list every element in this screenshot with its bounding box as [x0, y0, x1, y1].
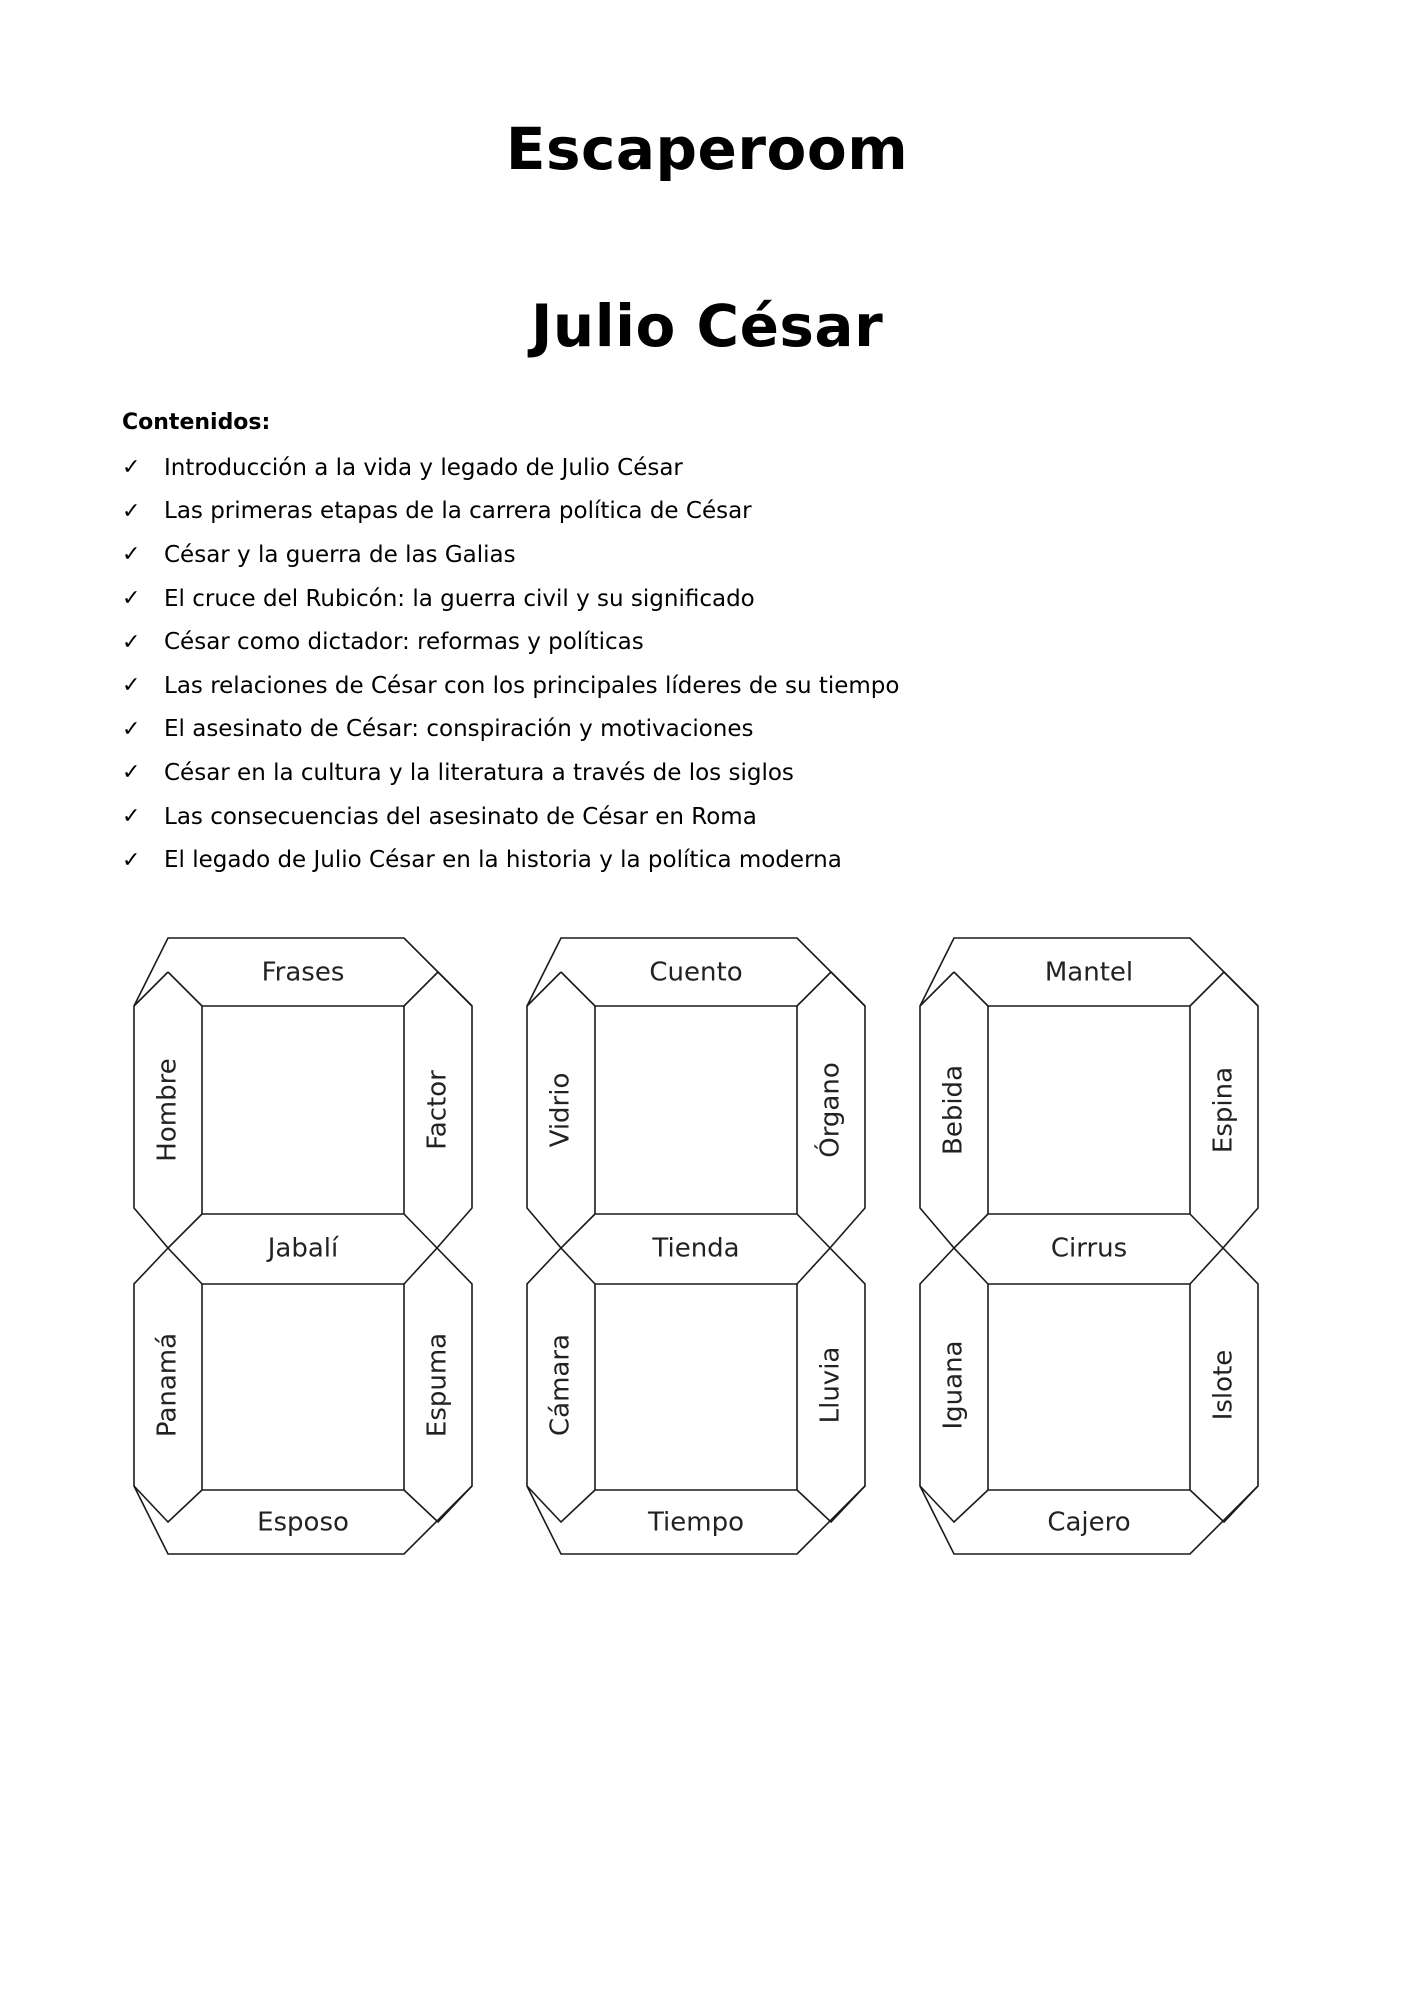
inner-square-upper [595, 1006, 797, 1214]
panel-edge [954, 1214, 988, 1284]
contents-item-text: El cruce del Rubicón: la guerra civil y su significado [164, 585, 755, 612]
panel-edge [561, 1214, 595, 1284]
check-icon: ✓ [122, 716, 141, 742]
contents-item-text: Introducción a la vida y legado de Julio César [164, 454, 683, 481]
panel-edge [438, 972, 472, 1006]
label-bottom: Esposo [257, 1507, 349, 1538]
label-upper-left: Hombre [152, 1058, 183, 1162]
check-icon: ✓ [122, 847, 141, 873]
check-icon: ✓ [122, 760, 141, 786]
inner-square-lower [988, 1284, 1190, 1490]
panel-edge [920, 1486, 988, 1522]
panel-edge [168, 972, 202, 1006]
panel-edge [404, 1214, 437, 1284]
panel-edge [168, 1214, 202, 1284]
contents-item-text: Las relaciones de César con los principales líderes de su tiempo [164, 672, 900, 699]
label-upper-left: Bebida [938, 1065, 969, 1155]
panel-edge [134, 972, 168, 1006]
panel-edge [1190, 972, 1224, 1006]
contents-item-text: Las primeras etapas de la carrera política de César [164, 498, 752, 525]
inner-square-lower [595, 1284, 797, 1490]
label-middle: Tienda [652, 1233, 740, 1264]
label-top: Mantel [1044, 957, 1134, 988]
check-icon: ✓ [122, 586, 141, 612]
puzzle-net [920, 938, 1258, 1554]
panel-edge [404, 1486, 472, 1522]
panel-edge [561, 972, 595, 1006]
panel-edge [1190, 1486, 1258, 1522]
inner-square-upper [202, 1006, 404, 1214]
label-middle: Cirrus [1050, 1233, 1128, 1264]
label-upper-right: Factor [422, 1070, 453, 1150]
check-icon: ✓ [122, 498, 141, 524]
panel-edge [797, 972, 831, 1006]
check-icon: ✓ [122, 629, 141, 655]
inner-square-lower [202, 1284, 404, 1490]
panel-edge [527, 972, 561, 1006]
label-top: Frases [261, 957, 345, 988]
panel-edge [831, 972, 865, 1006]
check-icon: ✓ [122, 542, 141, 568]
inner-square-upper [988, 1006, 1190, 1214]
label-lower-left: Panamá [152, 1332, 183, 1438]
label-middle: Jabalí [267, 1233, 339, 1264]
document-title: Escaperoom [505, 115, 909, 183]
panel-edge [797, 1486, 865, 1522]
puzzle-net [134, 938, 472, 1554]
check-icon: ✓ [122, 455, 141, 481]
panel-edge [527, 1486, 595, 1522]
label-lower-left: Cámara [545, 1334, 576, 1436]
puzzle-net [527, 938, 865, 1554]
label-upper-right: Órgano [815, 1062, 846, 1158]
label-lower-right: Islote [1208, 1349, 1239, 1421]
contents-heading: Contenidos: [122, 410, 271, 435]
check-icon: ✓ [122, 673, 141, 699]
label-bottom: Cajero [1047, 1507, 1131, 1538]
panel-edge [404, 972, 438, 1006]
label-lower-right: Lluvia [815, 1346, 846, 1424]
panel-edge [797, 1214, 830, 1284]
contents-item-text: César en la cultura y la literatura a través de los siglos [164, 759, 794, 786]
contents-item-text: César como dictador: reformas y políticas [164, 629, 644, 656]
contents-item-text: El asesinato de César: conspiración y motivaciones [164, 716, 754, 743]
panel-edge [134, 1486, 202, 1522]
label-upper-left: Vidrio [545, 1072, 576, 1148]
panel-edge [1190, 1214, 1223, 1284]
label-top: Cuento [649, 957, 743, 988]
contents-item-text: El legado de Julio César en la historia y la política moderna [164, 847, 842, 874]
label-upper-right: Espina [1208, 1066, 1239, 1154]
contents-item-text: Las consecuencias del asesinato de César en Roma [164, 803, 757, 830]
panel-edge [954, 972, 988, 1006]
document-subtitle: Julio César [530, 292, 884, 360]
panel-edge [920, 972, 954, 1006]
label-bottom: Tiempo [647, 1507, 745, 1538]
contents-item-text: César y la guerra de las Galias [164, 541, 516, 568]
check-icon: ✓ [122, 804, 141, 830]
label-lower-right: Espuma [422, 1332, 453, 1438]
label-lower-left: Iguana [938, 1340, 969, 1430]
panel-edge [1224, 972, 1258, 1006]
